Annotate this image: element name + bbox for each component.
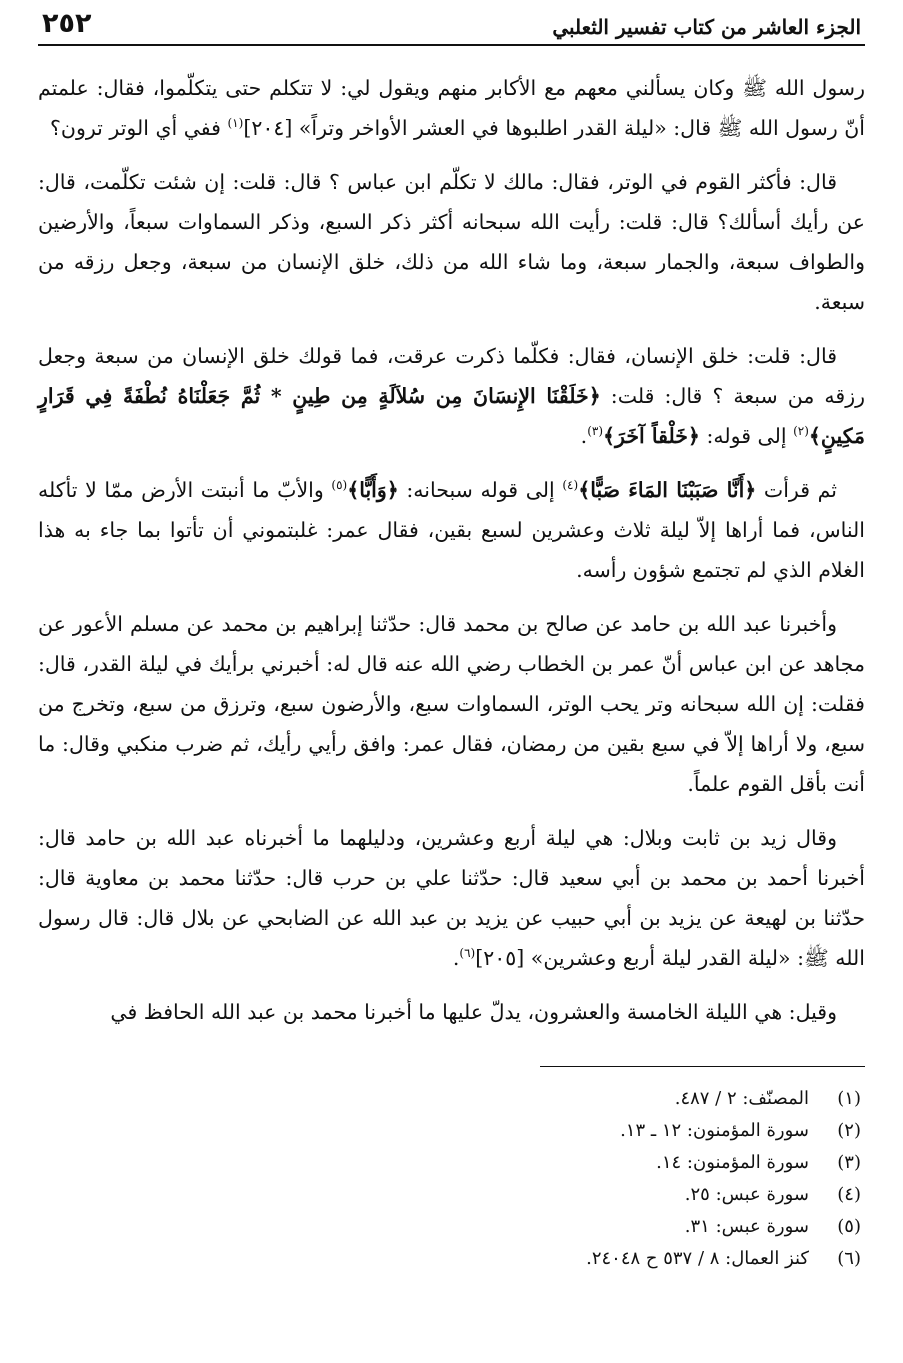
quran-verse: ﴿أَنَّا صَبَبْنَا المَاءَ صَبًّا﴾ — [578, 478, 757, 502]
paragraph — [38, 992, 865, 1032]
footnote-number: (٣) — [837, 1152, 861, 1173]
footnote — [38, 1115, 861, 1147]
footnote-text: سورة المؤمنون: ١٤. — [656, 1152, 809, 1173]
footnote-number: (٥) — [837, 1216, 861, 1237]
footnote-number: (٢) — [837, 1120, 861, 1141]
quran-verse: ﴿خَلْقاً آخَرَ﴾ — [603, 424, 700, 448]
text-segment: وقيل: هي الليلة الخامسة والعشرون، يدلّ عليها ما أخبرنا محمد بن عبد الله الحافظ في — [110, 1000, 837, 1024]
footnote-number: (١) — [837, 1088, 861, 1109]
footnote-text: كنز العمال: ٨ / ٥٣٧ ح ٢٤٠٤٨. — [586, 1248, 809, 1269]
paragraph — [38, 470, 865, 590]
footnote-marker[interactable]: (٦) — [459, 946, 476, 961]
footnote-text: المصنّف: ٢ / ٤٨٧. — [674, 1088, 809, 1109]
paragraph — [38, 604, 865, 804]
footnote-number: (٦) — [837, 1248, 861, 1269]
text-segment: وقال زيد بن ثابت وبلال: هي ليلة أربع وعشرين، ودليلهما ما أخبرناه عبد الله بن حامد قال: أخبرنا أحمد بن محمد بن أبي سعيد قال: حدّثنا علي بن حرب قال: حدّثنا محمد بن معاوية قال: حدّثنا بن لهيعة عن يزيد بن أبي حبيب عن يزيد بن عبد الله عن الضابحي عن بلال قال: قال رسول الله ﷺ: «ليلة القدر ليلة أربع وعشرين» [٢٠٥] — [38, 826, 865, 970]
paragraph — [38, 818, 865, 978]
footnote — [38, 1211, 861, 1243]
paragraph — [38, 336, 865, 456]
footnote — [38, 1179, 861, 1211]
text-segment: إلى قوله: — [699, 424, 794, 448]
footnote-marker[interactable]: (٣) — [587, 424, 604, 439]
running-title: الجزء العاشر من كتاب تفسير الثعلبي — [552, 15, 861, 39]
paragraph — [38, 162, 865, 322]
footnote-text: سورة المؤمنون: ١٢ ـ ١٣. — [620, 1120, 809, 1141]
footnote-marker[interactable]: (١) — [227, 116, 244, 131]
footnotes — [38, 1083, 865, 1275]
page-header — [38, 8, 865, 46]
footnote — [38, 1243, 861, 1275]
footnote-marker[interactable]: (٤) — [562, 478, 579, 493]
text-segment: قال: فأكثر القوم في الوتر، فقال: مالك لا تكلّم ابن عباس ؟ قال: قلت: إن شئت تكلّمت، قال: عن رأيك أسألك؟ قال: قلت: رأيت الله سبحانه أكثر ذكر السبع، وذكر السماوات سبعاً، والأرضين والطواف سبعة، والجمار سبعة، وما شاء الله من ذلك، خلق الإنسان من سبعة، وجعل رزقه من سبعة. — [38, 170, 865, 314]
text-segment: رسول الله ﷺ وكان يسألني معهم مع الأكابر منهم ويقول لي: لا تتكلم حتى يتكلّموا، فقال: علمتم أنّ رسول الله ﷺ قال: «ليلة القدر اطلبوها في العشر الأواخر وتراً» [٢٠٤] — [38, 76, 865, 140]
quran-verse: ﴿خَلَقْنَا الإِنسَانَ مِن سُلاَلَةٍ مِن طِينٍ * ثُمَّ جَعَلْنَاهُ نُطْفَةً فِي قَرَارٍ مَكِينٍ﴾ — [38, 384, 865, 448]
page-number: ٢٥٢ — [42, 8, 92, 39]
footnote-text: سورة عبس: ٢٥. — [684, 1184, 809, 1205]
quran-verse: ﴿وَأَبًّا﴾ — [347, 478, 399, 502]
footnote-marker[interactable]: (٢) — [793, 424, 809, 439]
footnote-marker[interactable]: (٥) — [331, 478, 348, 493]
footnote — [38, 1147, 861, 1179]
text-segment: والأبّ ما أنبتت الأرض ممّا لا تأكله الناس، فما أراها إلاّ ليلة ثلاث وعشرين لسبع بقين، فقال عمر: غلبتموني أن تأتوا بما جاء به هذا الغلام الذي لم تجتمع شؤون رأسه. — [38, 478, 865, 582]
body-text — [38, 68, 865, 1032]
footnote — [38, 1083, 861, 1115]
text-segment: . — [452, 946, 460, 970]
text-segment: . — [580, 424, 588, 448]
text-segment: ففي أي الوتر ترون؟ — [50, 116, 228, 140]
text-segment: إلى قوله سبحانه: — [398, 478, 563, 502]
footnote-number: (٤) — [837, 1184, 861, 1205]
footnote-text: سورة عبس: ٣١. — [684, 1216, 809, 1237]
text-segment: وأخبرنا عبد الله بن حامد عن صالح بن محمد قال: حدّثنا إبراهيم بن محمد عن مسلم الأعور عن مجاهد عن ابن عباس أنّ عمر بن الخطاب رضي الله عنه قال له: أخبرني برأيك في ليلة القدر، قال: فقلت: إن الله سبحانه وتر يحب الوتر، السماوات سبع، والأرضون سبع، وترزق من سبع، وتخرج من سبع، ولا أراها إلاّ في سبع بقين من رمضان، فقال عمر: وافق رأيي رأيك، ثم ضرب منكبي وقال: ما أنت بأقل القوم علماً. — [38, 612, 865, 796]
text-segment: ثم قرأت — [756, 478, 838, 502]
footnote-separator — [540, 1066, 865, 1067]
paragraph — [38, 68, 865, 148]
text-segment: قال: قلت: خلق الإنسان، فقال: فكلّما ذكرت عرقت، فما قولك خلق الإنسان من سبعة وجعل رزقه من سبعة ؟ قال: قلت: — [38, 344, 865, 408]
